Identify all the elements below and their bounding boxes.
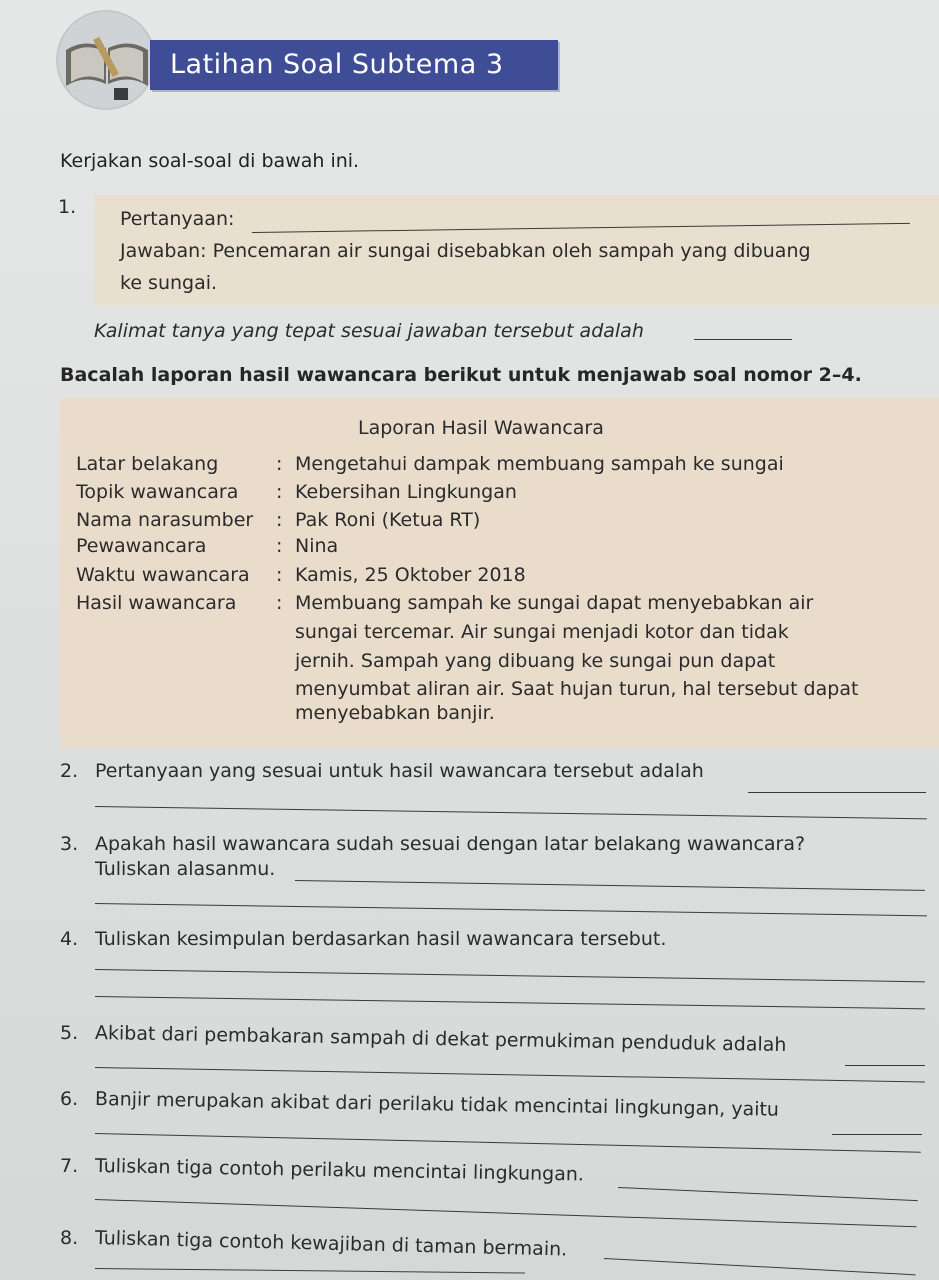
- open-book-icon: [62, 28, 152, 104]
- q2-number: 2.: [60, 760, 79, 782]
- report-colon: :: [276, 535, 283, 557]
- report-value-background: Mengetahui dampak membuang sampah ke sungai: [295, 453, 784, 475]
- q6-number: 6.: [60, 1088, 79, 1110]
- report-label-source: Nama narasumber: [76, 509, 254, 531]
- report-value-result: Membuang sampah ke sungai dapat menyebabkan air: [295, 592, 814, 614]
- page-title: Latihan Soal Subtema 3: [170, 49, 504, 80]
- report-colon: :: [276, 564, 283, 586]
- report-label-background: Latar belakang: [76, 453, 219, 475]
- q4-answer-line[interactable]: [95, 969, 925, 982]
- q1-number: 1.: [58, 196, 77, 218]
- report-value-interviewer: Nina: [295, 535, 339, 557]
- report-colon: :: [276, 509, 283, 531]
- report-colon: :: [276, 592, 283, 614]
- q2-answer-line[interactable]: [748, 792, 926, 793]
- q3-text: Apakah hasil wawancara sudah sesuai dengan latar belakang wawancara?: [95, 833, 806, 855]
- q7-answer-line[interactable]: [618, 1187, 918, 1201]
- q7-number: 7.: [60, 1155, 79, 1177]
- report-result-line: jernih. Sampah yang dibuang ke sungai pun dapat: [295, 650, 776, 672]
- q4-number: 4.: [60, 928, 79, 950]
- q7-text: Tuliskan tiga contoh perilaku mencintai lingkungan.: [94, 1155, 585, 1186]
- q6-answer-line[interactable]: [95, 1133, 921, 1153]
- q2-text: Pertanyaan yang sesuai untuk hasil wawancara tersebut adalah: [95, 760, 704, 782]
- read-instruction: Bacalah laporan hasil wawancara berikut untuk menjawab soal nomor 2–4.: [60, 364, 862, 386]
- q1-question-label: Pertanyaan:: [120, 208, 235, 230]
- q8-answer-line[interactable]: [95, 1268, 525, 1274]
- q8-answer-line[interactable]: [604, 1258, 916, 1275]
- q1-prompt: Kalimat tanya yang tepat sesuai jawaban tersebut adalah: [94, 320, 644, 342]
- q5-answer-line[interactable]: [95, 1067, 925, 1082]
- report-label-time: Waktu wawancara: [76, 564, 250, 586]
- report-label-topic: Topik wawancara: [76, 481, 239, 503]
- q8-text: Tuliskan tiga contoh kewajiban di taman bermain.: [94, 1227, 568, 1261]
- q5-text: Akibat dari pembakaran sampah di dekat permukiman penduduk adalah: [94, 1022, 787, 1057]
- q3-answer-line[interactable]: [295, 880, 925, 891]
- report-result-line: sungai tercemar. Air sungai menjadi kotor dan tidak: [295, 621, 789, 643]
- report-colon: :: [276, 481, 283, 503]
- q8-number: 8.: [60, 1227, 79, 1249]
- q3-number: 3.: [60, 833, 79, 855]
- report-value-time: Kamis, 25 Oktober 2018: [295, 564, 526, 586]
- q1-answer-line2: ke sungai.: [120, 272, 218, 294]
- q1-prompt-answer-line[interactable]: [694, 339, 792, 340]
- report-title: Laporan Hasil Wawancara: [358, 417, 604, 439]
- report-value-source: Pak Roni (Ketua RT): [295, 509, 481, 531]
- title-banner: [150, 40, 558, 90]
- report-label-interviewer: Pewawancara: [76, 535, 207, 557]
- q6-text: Banjir merupakan akibat dari perilaku tidak mencintai lingkungan, yaitu: [94, 1088, 780, 1121]
- q4-text: Tuliskan kesimpulan berdasarkan hasil wawancara tersebut.: [95, 928, 667, 950]
- instruction-text: Kerjakan soal-soal di bawah ini.: [60, 150, 360, 172]
- q4-answer-line[interactable]: [95, 996, 925, 1009]
- q3-answer-line[interactable]: [95, 903, 927, 916]
- report-label-result: Hasil wawancara: [76, 592, 237, 614]
- report-result-line: menyebabkan banjir.: [295, 702, 495, 724]
- q3-text2: Tuliskan alasanmu.: [95, 858, 276, 880]
- q5-number: 5.: [60, 1022, 79, 1044]
- report-result-line: menyumbat aliran air. Saat hujan turun, hal tersebut dapat: [295, 678, 859, 700]
- q1-answer-line1: Jawaban: Pencemaran air sungai disebabkan oleh sampah yang dibuang: [120, 240, 811, 262]
- report-value-topic: Kebersihan Lingkungan: [295, 481, 517, 503]
- q5-answer-line[interactable]: [845, 1065, 925, 1066]
- q7-answer-line[interactable]: [95, 1199, 917, 1227]
- q6-answer-line[interactable]: [832, 1134, 922, 1135]
- report-colon: :: [276, 453, 283, 475]
- q2-answer-line[interactable]: [95, 806, 927, 819]
